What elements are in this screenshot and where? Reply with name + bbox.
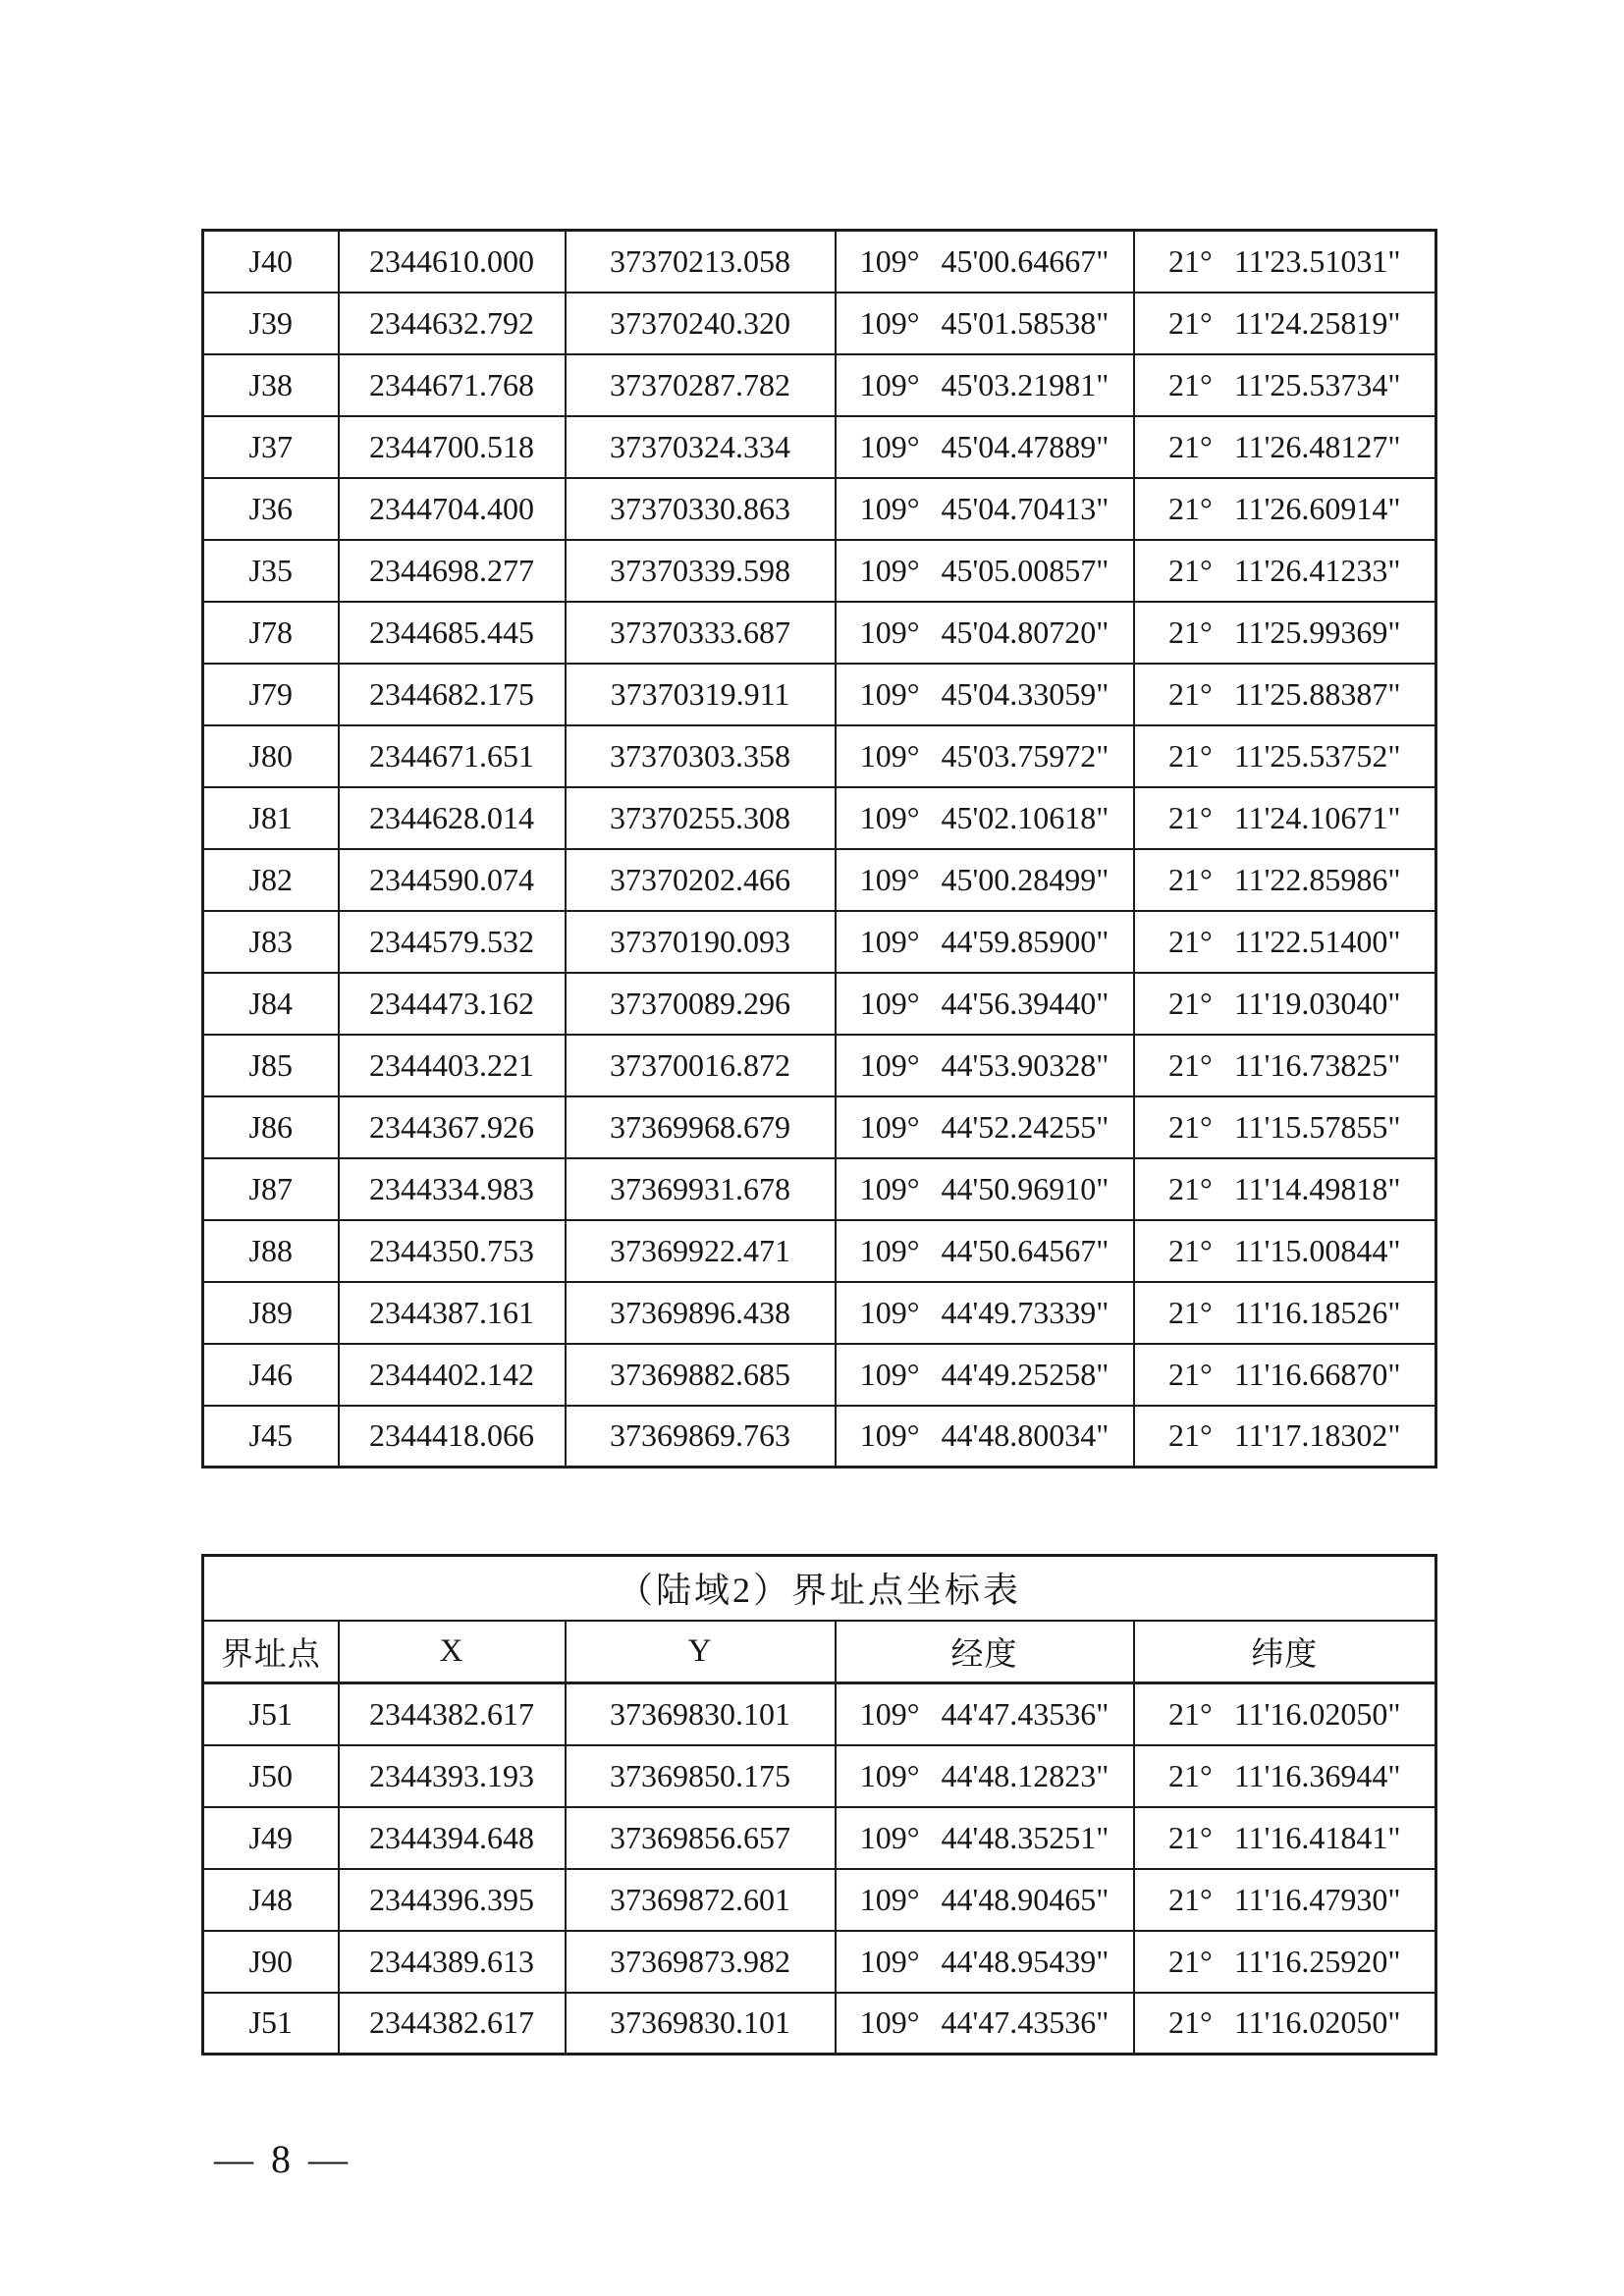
cell-latitude: 21° 11'16.02050" [1134, 1993, 1436, 2055]
cell-x-coordinate: 2344402.142 [339, 1344, 566, 1406]
table-row [203, 354, 1436, 416]
cell-y-coordinate: 37370202.466 [566, 849, 836, 911]
cell-y-coordinate: 37370333.687 [566, 602, 836, 664]
cell-y-coordinate: 37369873.982 [566, 1931, 836, 1993]
cell-x-coordinate: 2344700.518 [339, 416, 566, 478]
table-row [203, 1406, 1436, 1468]
cell-longitude: 109° 45'02.10618" [836, 787, 1134, 849]
cell-point-id: J78 [203, 602, 339, 664]
table-row [203, 1220, 1436, 1282]
cell-point-id: J48 [203, 1869, 339, 1931]
cell-point-id: J45 [203, 1406, 339, 1468]
cell-longitude: 109° 45'05.00857" [836, 540, 1134, 602]
cell-y-coordinate: 37370089.296 [566, 973, 836, 1035]
cell-x-coordinate: 2344382.617 [339, 1683, 566, 1745]
cell-y-coordinate: 37370016.872 [566, 1035, 836, 1096]
table-row [203, 1807, 1436, 1869]
cell-y-coordinate: 37369830.101 [566, 1683, 836, 1745]
cell-latitude: 21° 11'17.18302" [1134, 1406, 1436, 1468]
table-row [203, 1931, 1436, 1993]
cell-y-coordinate: 37370240.320 [566, 293, 836, 354]
cell-longitude: 109° 44'59.85900" [836, 911, 1134, 973]
table-title-row [203, 1556, 1436, 1621]
cell-latitude: 21° 11'16.18526" [1134, 1282, 1436, 1344]
cell-point-id: J87 [203, 1158, 339, 1220]
cell-longitude: 109° 44'50.64567" [836, 1220, 1134, 1282]
cell-point-id: J86 [203, 1096, 339, 1158]
cell-y-coordinate: 37370287.782 [566, 354, 836, 416]
table-row [203, 725, 1436, 787]
cell-latitude: 21° 11'14.49818" [1134, 1158, 1436, 1220]
cell-latitude: 21° 11'26.60914" [1134, 478, 1436, 540]
cell-y-coordinate: 37370255.308 [566, 787, 836, 849]
table-row [203, 1035, 1436, 1096]
cell-latitude: 21° 11'25.53734" [1134, 354, 1436, 416]
cell-y-coordinate: 37369872.601 [566, 1869, 836, 1931]
cell-longitude: 109° 44'49.25258" [836, 1344, 1134, 1406]
cell-latitude: 21° 11'23.51031" [1134, 231, 1436, 293]
column-header-y: Y [566, 1621, 836, 1683]
cell-longitude: 109° 44'53.90328" [836, 1035, 1134, 1096]
table-row [203, 787, 1436, 849]
cell-y-coordinate: 37369922.471 [566, 1220, 836, 1282]
cell-x-coordinate: 2344579.532 [339, 911, 566, 973]
table-row [203, 231, 1436, 293]
column-header-latitude: 纬度 [1134, 1621, 1436, 1683]
cell-y-coordinate: 37369968.679 [566, 1096, 836, 1158]
table-row [203, 1344, 1436, 1406]
cell-x-coordinate: 2344382.617 [339, 1993, 566, 2055]
table-header-row [203, 1621, 1436, 1683]
table-row [203, 849, 1436, 911]
table-row [203, 602, 1436, 664]
cell-point-id: J89 [203, 1282, 339, 1344]
cell-longitude: 109° 45'04.80720" [836, 602, 1134, 664]
cell-latitude: 21° 11'22.51400" [1134, 911, 1436, 973]
cell-point-id: J85 [203, 1035, 339, 1096]
cell-latitude: 21° 11'19.03040" [1134, 973, 1436, 1035]
cell-point-id: J84 [203, 973, 339, 1035]
cell-latitude: 21° 11'16.41841" [1134, 1807, 1436, 1869]
cell-y-coordinate: 37369869.763 [566, 1406, 836, 1468]
coordinate-table-land1-continued [201, 229, 1437, 1468]
cell-latitude: 21° 11'15.00844" [1134, 1220, 1436, 1282]
column-header-longitude: 经度 [836, 1621, 1134, 1683]
cell-point-id: J51 [203, 1993, 339, 2055]
cell-x-coordinate: 2344632.792 [339, 293, 566, 354]
cell-longitude: 109° 45'04.33059" [836, 664, 1134, 725]
table-row [203, 1158, 1436, 1220]
cell-longitude: 109° 44'48.80034" [836, 1406, 1134, 1468]
cell-point-id: J40 [203, 231, 339, 293]
cell-y-coordinate: 37369850.175 [566, 1745, 836, 1807]
cell-point-id: J81 [203, 787, 339, 849]
cell-x-coordinate: 2344628.014 [339, 787, 566, 849]
cell-latitude: 21° 11'15.57855" [1134, 1096, 1436, 1158]
cell-latitude: 21° 11'16.02050" [1134, 1683, 1436, 1745]
cell-point-id: J36 [203, 478, 339, 540]
cell-latitude: 21° 11'26.41233" [1134, 540, 1436, 602]
cell-x-coordinate: 2344590.074 [339, 849, 566, 911]
table-row [203, 1869, 1436, 1931]
table-row [203, 540, 1436, 602]
cell-point-id: J82 [203, 849, 339, 911]
cell-y-coordinate: 37369896.438 [566, 1282, 836, 1344]
cell-x-coordinate: 2344394.648 [339, 1807, 566, 1869]
cell-longitude: 109° 45'04.70413" [836, 478, 1134, 540]
column-header-x: X [339, 1621, 566, 1683]
cell-y-coordinate: 37370319.911 [566, 664, 836, 725]
cell-latitude: 21° 11'22.85986" [1134, 849, 1436, 911]
cell-point-id: J83 [203, 911, 339, 973]
cell-point-id: J88 [203, 1220, 339, 1282]
cell-x-coordinate: 2344396.395 [339, 1869, 566, 1931]
cell-latitude: 21° 11'25.99369" [1134, 602, 1436, 664]
cell-x-coordinate: 2344682.175 [339, 664, 566, 725]
cell-x-coordinate: 2344671.651 [339, 725, 566, 787]
coordinate-table-land2 [201, 1554, 1437, 2056]
cell-y-coordinate: 37370339.598 [566, 540, 836, 602]
cell-latitude: 21° 11'16.66870" [1134, 1344, 1436, 1406]
table-row [203, 1993, 1436, 2055]
cell-y-coordinate: 37369882.685 [566, 1344, 836, 1406]
cell-x-coordinate: 2344393.193 [339, 1745, 566, 1807]
cell-longitude: 109° 44'47.43536" [836, 1683, 1134, 1745]
table-title: （陆域2）界址点坐标表 [203, 1556, 1436, 1621]
cell-y-coordinate: 37370213.058 [566, 231, 836, 293]
cell-point-id: J49 [203, 1807, 339, 1869]
cell-y-coordinate: 37369830.101 [566, 1993, 836, 2055]
cell-point-id: J37 [203, 416, 339, 478]
cell-point-id: J46 [203, 1344, 339, 1406]
cell-x-coordinate: 2344671.768 [339, 354, 566, 416]
cell-longitude: 109° 45'03.21981" [836, 354, 1134, 416]
table-row [203, 1096, 1436, 1158]
table-row [203, 1282, 1436, 1344]
cell-point-id: J39 [203, 293, 339, 354]
cell-point-id: J35 [203, 540, 339, 602]
cell-latitude: 21° 11'25.53752" [1134, 725, 1436, 787]
cell-longitude: 109° 44'48.95439" [836, 1931, 1134, 1993]
cell-x-coordinate: 2344473.162 [339, 973, 566, 1035]
cell-x-coordinate: 2344389.613 [339, 1931, 566, 1993]
cell-x-coordinate: 2344704.400 [339, 478, 566, 540]
cell-x-coordinate: 2344387.161 [339, 1282, 566, 1344]
cell-x-coordinate: 2344403.221 [339, 1035, 566, 1096]
cell-point-id: J90 [203, 1931, 339, 1993]
table-row [203, 1683, 1436, 1745]
cell-point-id: J79 [203, 664, 339, 725]
table-row [203, 293, 1436, 354]
cell-latitude: 21° 11'16.25920" [1134, 1931, 1436, 1993]
cell-point-id: J51 [203, 1683, 339, 1745]
cell-y-coordinate: 37370324.334 [566, 416, 836, 478]
cell-point-id: J80 [203, 725, 339, 787]
cell-longitude: 109° 44'47.43536" [836, 1993, 1134, 2055]
cell-y-coordinate: 37370190.093 [566, 911, 836, 973]
cell-latitude: 21° 11'25.88387" [1134, 664, 1436, 725]
cell-longitude: 109° 44'56.39440" [836, 973, 1134, 1035]
cell-longitude: 109° 44'48.12823" [836, 1745, 1134, 1807]
cell-longitude: 109° 45'03.75972" [836, 725, 1134, 787]
table-row [203, 1745, 1436, 1807]
cell-latitude: 21° 11'16.36944" [1134, 1745, 1436, 1807]
table-row [203, 416, 1436, 478]
cell-longitude: 109° 44'48.90465" [836, 1869, 1134, 1931]
cell-longitude: 109° 45'00.28499" [836, 849, 1134, 911]
table-row [203, 911, 1436, 973]
column-header-point: 界址点 [203, 1621, 339, 1683]
cell-x-coordinate: 2344367.926 [339, 1096, 566, 1158]
table-row [203, 664, 1436, 725]
cell-y-coordinate: 37370330.863 [566, 478, 836, 540]
cell-x-coordinate: 2344350.753 [339, 1220, 566, 1282]
cell-longitude: 109° 44'52.24255" [836, 1096, 1134, 1158]
cell-longitude: 109° 45'04.47889" [836, 416, 1134, 478]
cell-longitude: 109° 45'01.58538" [836, 293, 1134, 354]
cell-point-id: J50 [203, 1745, 339, 1807]
cell-longitude: 109° 44'48.35251" [836, 1807, 1134, 1869]
cell-y-coordinate: 37369931.678 [566, 1158, 836, 1220]
cell-x-coordinate: 2344610.000 [339, 231, 566, 293]
cell-latitude: 21° 11'16.73825" [1134, 1035, 1436, 1096]
table-row [203, 478, 1436, 540]
cell-latitude: 21° 11'16.47930" [1134, 1869, 1436, 1931]
cell-longitude: 109° 44'50.96910" [836, 1158, 1134, 1220]
cell-latitude: 21° 11'24.25819" [1134, 293, 1436, 354]
cell-latitude: 21° 11'24.10671" [1134, 787, 1436, 849]
cell-y-coordinate: 37369856.657 [566, 1807, 836, 1869]
cell-x-coordinate: 2344685.445 [339, 602, 566, 664]
cell-x-coordinate: 2344334.983 [339, 1158, 566, 1220]
cell-longitude: 109° 44'49.73339" [836, 1282, 1134, 1344]
cell-x-coordinate: 2344698.277 [339, 540, 566, 602]
cell-longitude: 109° 45'00.64667" [836, 231, 1134, 293]
cell-latitude: 21° 11'26.48127" [1134, 416, 1436, 478]
table-row [203, 973, 1436, 1035]
page-number: — 8 — [214, 2137, 352, 2181]
cell-y-coordinate: 37370303.358 [566, 725, 836, 787]
cell-x-coordinate: 2344418.066 [339, 1406, 566, 1468]
cell-point-id: J38 [203, 354, 339, 416]
